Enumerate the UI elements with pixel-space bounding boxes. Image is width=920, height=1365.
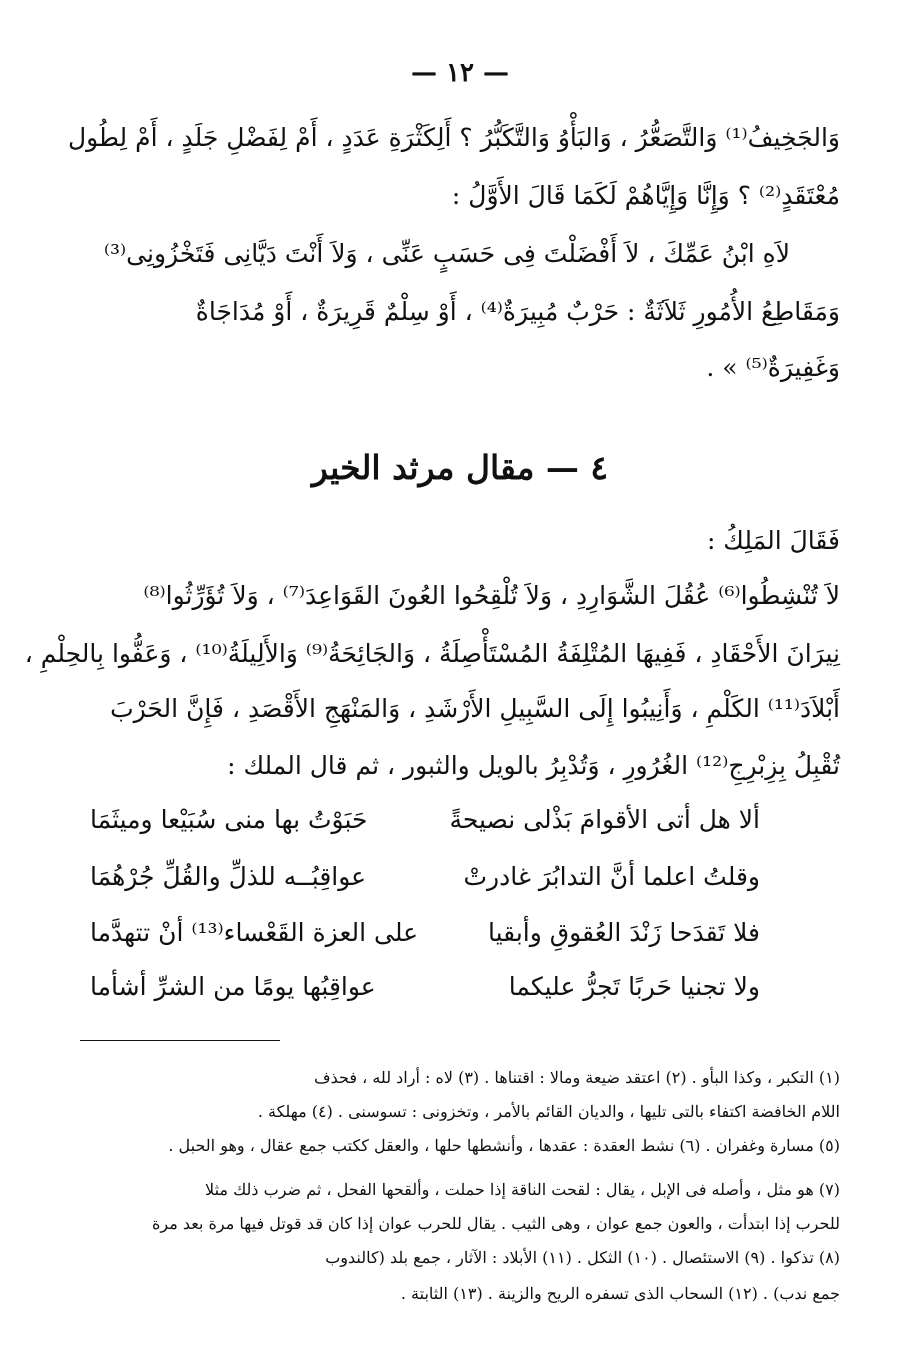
intro-line: فَقَالَ المَلِكُ : bbox=[706, 526, 840, 555]
footnote-line: (٧) هو مثل ، وأصله فى الإبل ، يقال : لقحت الناقة إذا حملت ، وألقحها الفحل ، ثم ضرب ذلك مثلا bbox=[205, 1180, 840, 1199]
text-line: مُعْتَقَدٍ⁽²⁾ ؟ وَإِنَّا وَإِيَّاهُمْ لَكَمَا قَالَ الأَوَّلُ : bbox=[451, 181, 840, 210]
text-line: وَغَفِيرَةٌ⁽⁵⁾ » . bbox=[706, 353, 840, 382]
verse-first-hemistich: فلا تَقدَحا زَنْدَ العُقوقِ وأبقيا bbox=[488, 918, 760, 947]
verse-second-hemistich: على العزة القَعْساء⁽¹³⁾ أنْ تتهدَّما bbox=[90, 918, 419, 947]
page-number: — ١٢ — bbox=[410, 58, 510, 88]
text-line: تُقْبِلُ بِزِبْرِجِ⁽¹²⁾ الغُرُورِ ، وَتُدْبِرُ بالويل والثبور ، ثم قال الملك : bbox=[227, 751, 840, 780]
footnote-line: (٥) مسارة وغفران . (٦) نشط العقدة : عقدها ، وأنشطها حلها ، والعقل ككتب جمع عقال ، وهو الحبل . bbox=[168, 1136, 840, 1155]
verse-first-hemistich: وقلتُ اعلما أنَّ التدابُرَ غادرتْ bbox=[463, 862, 760, 891]
footnote-line: للحرب إذا ابتدأت ، والعون جمع عوان ، وهى الثيب . يقال للحرب عوان إذا كان قد قوتل فيها مرة بعد مرة bbox=[152, 1214, 840, 1233]
verse-second-hemistich: حَبَوْتُ بها منى سُبَيْعا وميثَمَا bbox=[90, 805, 368, 834]
footnote-line: (٨) تذكوا . (٩) الاستئصال . (١٠) الثكل . (١١) الأبلاد : الآثار ، جمع بلد (كالندوب bbox=[325, 1248, 840, 1267]
verse-second-hemistich: عواقِبُــه للذلِّ والقُلِّ جُرْهُمَا bbox=[90, 862, 367, 891]
verse-line: لاَهِ ابْنُ عَمِّكَ ، لاَ أَفْضَلْتَ فِى حَسَبٍ عَنِّى ، وَلاَ أَنْتَ دَيَّانِى فَتَخْزُونِى⁽³⁾ bbox=[103, 239, 790, 268]
footnote-line: (١) التكبر ، وكذا البأو . (٢) اعتقد ضيعة ومالا : اقتناها . (٣) لاه : أراد لله ، فحذف bbox=[314, 1068, 840, 1087]
footnote-separator bbox=[80, 1040, 280, 1041]
text-line: وَالجَخِيفُ⁽¹⁾ وَالتَّصَعُّرُ ، وَالبَأْوُ وَالتَّكَبُّرُ ؟ أَلِكَثْرَةِ عَدَدٍ ، أَمْ لِفَضْلِ جَلَدٍ ، أَمْ لِطُول bbox=[67, 123, 840, 152]
section-heading: ٤ — مقال مرثد الخير bbox=[311, 448, 609, 487]
verse-second-hemistich: عواقِبُها يومًا من الشرِّ أشأما bbox=[90, 972, 376, 1001]
verse-first-hemistich: ألا هل أتى الأقوامَ بَذْلى نصيحةً bbox=[449, 805, 760, 834]
text-line: أَبْلاَدَ⁽¹¹⁾ الكَلْمِ ، وَأَنِيبُوا إِلَى السَّبِيلِ الأَرْشَدِ ، وَالمَنْهَجِ الأَقْصَدِ ، فَإِنَّ الحَرْبَ bbox=[110, 694, 840, 723]
text-line: نِيرَانَ الأَحْقَادِ ، فَفِيهَا المُتْلِفَةُ المُسْتَأْصِلَةُ ، وَالجَائِحَةُ⁽⁹⁾ وَالأَلِيلَةُ⁽¹⁰⁾ ، وَعَفُّوا بِالحِلْمِ ، bbox=[24, 639, 840, 668]
footnote-line: اللام الخافضة اكتفاء بالتى تليها ، والديان القائم بالأمر ، وتخزونى : تسوسنى . (٤) مهلكة . bbox=[257, 1102, 840, 1121]
text-line: وَمَقَاطِعُ الأُمُورِ ثَلاَثَةٌ : حَرْبٌ مُبِيرَةٌ⁽⁴⁾ ، أَوْ سِلْمٌ قَرِيرَةٌ ، أَوْ مُدَاجَاةٌ bbox=[195, 297, 840, 326]
text-line: لاَ تُنْشِطُوا⁽⁶⁾ عُقُلَ الشَّوَارِدِ ، وَلاَ تُلْقِحُوا العُونَ القَوَاعِدَ⁽⁷⁾ ، وَلاَ تُؤَرِّثُوا⁽⁸⁾ bbox=[143, 581, 840, 610]
verse-first-hemistich: ولا تجنيا حَربًا تَجرُّ عليكما bbox=[508, 972, 760, 1001]
footnote-line: جمع ندب) . (١٢) السحاب الذى تسفره الريح والزينة . (١٣) الثابتة . bbox=[400, 1284, 840, 1303]
